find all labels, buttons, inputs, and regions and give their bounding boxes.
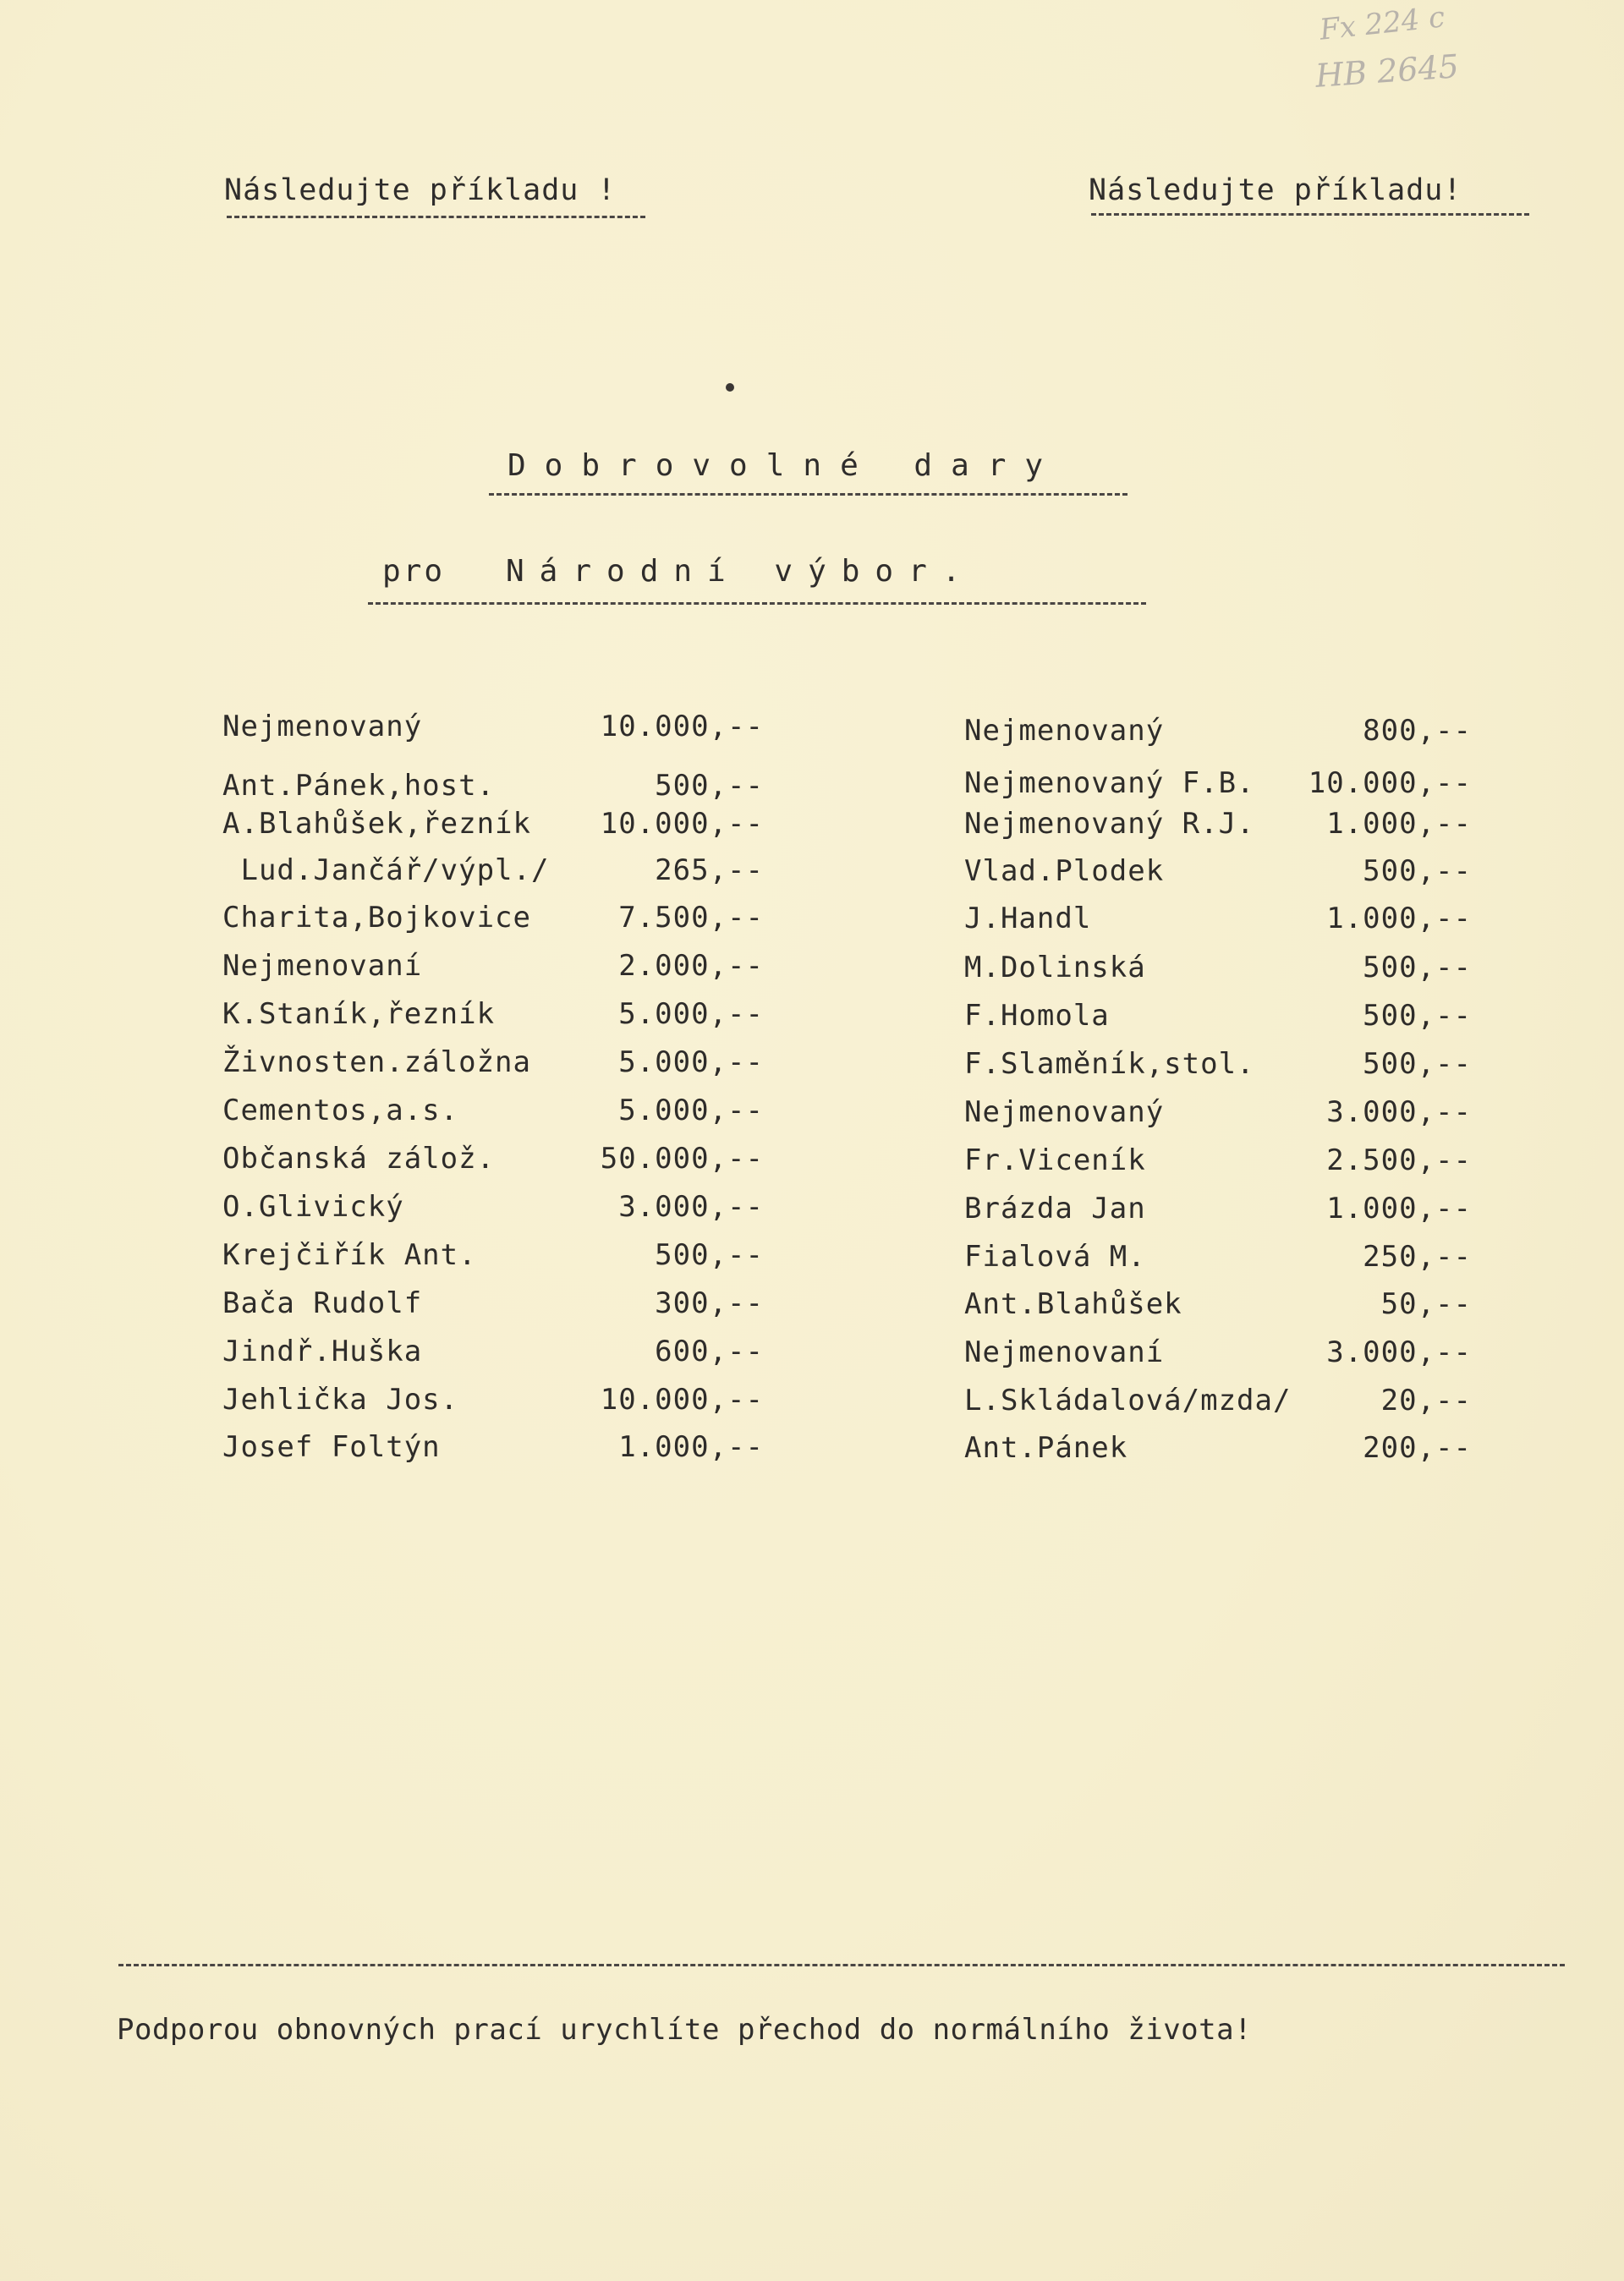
donor-name: Jindř.Huška [222,1335,423,1368]
donation-row [222,994,764,1034]
donor-name: Krejčiřík Ant. [222,1238,477,1272]
donor-name: Nejmenovaní [222,949,423,983]
donor-name: Nejmenovaní [964,1335,1165,1369]
donation-row [964,1380,1472,1421]
donation-amount: 1.000,-- [618,1430,764,1464]
donor-name: Cementos,a.s. [222,1094,459,1127]
donation-row [964,763,1472,803]
donation-row [964,1332,1472,1373]
donation-row [222,1283,764,1324]
donor-name: Nejmenovaný [222,710,423,743]
subtitle-prefix: pro [382,554,446,589]
donor-name: Brázda Jan [964,1192,1146,1225]
donor-name: Charita,Bojkovice [222,901,531,935]
subtitle-underline [368,602,1146,605]
donation-amount: 20,-- [1380,1384,1472,1417]
donation-amount: 10.000,-- [1308,766,1472,800]
donation-amount: 265,-- [655,853,764,887]
donation-row [964,1092,1472,1132]
donor-name: Ant.Pánek [964,1431,1128,1465]
donation-row [222,946,764,986]
donor-name: Nejmenovaný R.J. [964,807,1255,841]
donation-amount: 500,-- [1363,999,1472,1033]
donation-row [964,1236,1472,1277]
donation-row [222,1090,764,1131]
donations-right-column [964,710,1472,1472]
donation-amount: 200,-- [1363,1431,1472,1465]
donation-row [222,850,764,891]
donation-amount: 500,-- [655,769,764,803]
donation-row [964,1140,1472,1181]
donation-amount: 50,-- [1380,1287,1472,1321]
donation-row [222,1138,764,1179]
donation-row [222,1427,764,1467]
donation-row [964,803,1472,844]
donation-row [964,1044,1472,1084]
donation-amount: 3.000,-- [618,1190,764,1224]
donation-amount: 10.000,-- [600,1383,764,1417]
slogan-left: Následujte příkladu ! [224,173,617,207]
donation-amount: 500,-- [1363,1047,1472,1081]
donation-row [964,898,1472,939]
donor-name: Vlad.Plodek [964,854,1165,888]
donation-amount: 600,-- [655,1335,764,1368]
donor-name: Jehlička Jos. [222,1383,459,1417]
donation-row [222,706,764,747]
donation-amount: 5.000,-- [618,1094,764,1127]
donation-row [222,1235,764,1275]
archive-note-line-1: Fx 224 c [1318,0,1447,47]
donor-name: A.Blahůšek,řezník [222,807,531,841]
donation-row [222,1187,764,1227]
donation-amount: 500,-- [1363,854,1472,888]
donation-row [964,995,1472,1036]
donation-amount: 5.000,-- [618,997,764,1031]
subtitle-main: Národní výbor. [506,554,976,589]
donation-amount: 500,-- [655,1238,764,1272]
donation-row [964,710,1472,751]
donation-amount: 800,-- [1363,714,1472,748]
donation-amount: 5.000,-- [618,1045,764,1079]
donor-name: Fr.Viceník [964,1143,1146,1177]
donor-name: Občanská zálož. [222,1142,496,1176]
donation-amount: 10.000,-- [600,710,764,743]
slogan-right: Následujte příkladu! [1089,173,1462,207]
footer-separator [118,1964,1565,1966]
donation-row [964,1284,1472,1324]
donation-row [222,803,764,844]
donation-row [964,851,1472,891]
ink-dot [726,383,734,392]
donor-name: F.Slaměník,stol. [964,1047,1255,1081]
donation-amount: 250,-- [1363,1240,1472,1274]
donation-amount: 7.500,-- [618,901,764,935]
donor-name: K.Staník,řezník [222,997,496,1031]
donations-left-column [222,706,764,1467]
donor-name: L.Skládalová/mzda/ [964,1384,1292,1417]
donation-row [964,1188,1472,1229]
slogan-right-underline [1091,213,1529,216]
donor-name: Ant.Blahůšek [964,1287,1182,1321]
donation-amount: 1.000,-- [1326,807,1472,841]
donation-amount: 500,-- [1363,951,1472,984]
donation-row [222,1331,764,1372]
footer-slogan: Podporou obnovných prací urychlíte přechod do normálního života! [117,2013,1253,2047]
donation-row [222,1379,764,1420]
donor-name: M.Dolinská [964,951,1146,984]
donation-amount: 300,-- [655,1286,764,1320]
donation-amount: 1.000,-- [1326,1192,1472,1225]
donor-name: Lud.Jančář/výpl./ [222,853,550,887]
donor-name: Živnosten.záložna [222,1045,531,1079]
donor-name: Bača Rudolf [222,1286,423,1320]
donation-row [222,897,764,938]
donor-name: J.Handl [964,902,1092,935]
title-underline [489,493,1127,496]
donor-name: O.Glivický [222,1190,404,1224]
donation-row [222,765,764,806]
donor-name: Fialová M. [964,1240,1146,1274]
archive-note-line-2: HB 2645 [1314,47,1461,95]
donor-name: F.Homola [964,999,1110,1033]
page-title: Dobrovolné dary [508,448,1062,483]
slogan-left-underline [227,216,645,218]
donor-name: Josef Foltýn [222,1430,441,1464]
donor-name: Ant.Pánek,host. [222,769,496,803]
donation-amount: 3.000,-- [1326,1335,1472,1369]
donor-name: Nejmenovaný F.B. [964,766,1255,800]
donation-amount: 10.000,-- [600,807,764,841]
donation-amount: 3.000,-- [1326,1095,1472,1129]
donor-name: Nejmenovaný [964,714,1165,748]
donation-row [964,1428,1472,1468]
donation-row [222,1042,764,1083]
donation-amount: 2.000,-- [618,949,764,983]
donation-amount: 50.000,-- [600,1142,764,1176]
donation-amount: 2.500,-- [1326,1143,1472,1177]
donation-amount: 1.000,-- [1326,902,1472,935]
donor-name: Nejmenovaný [964,1095,1165,1129]
donation-row [964,947,1472,988]
